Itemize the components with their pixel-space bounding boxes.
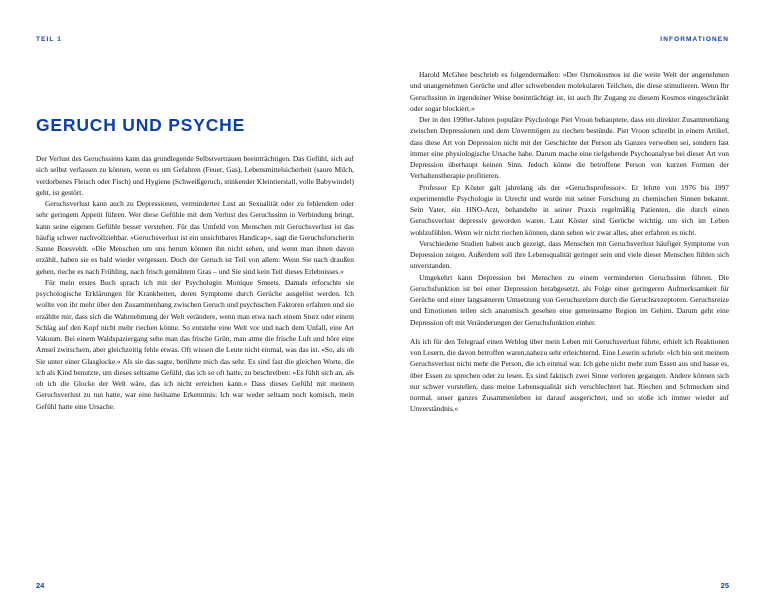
paragraph: Geruchsverlust kann auch zu Depressionen, verminderter Lust an Sexualität oder zu fehlendem oder sehr geringem Appetit führen. Wer diese Gefühle mit dem Verlust des Geruchssinn in Verbindung bringt, kann seine eigenen Gefühle besser verstehen. Für das Umfeld von Menschen mit Geruchsverlust ist das häufig schwer nachvollziehbar. »Geruchsverlust ist ein unsichtbares Handicap«, sagt die Geruchsforscherin Sanne Boesveldt. »Die Menschen um uns herum können ihn nicht sehen, und wenn man ihnen davon erzählt, haben sie es bald wieder vergessen. Doch der Geruch ist Teil von allem: Wenn Sie nach draußen gehen, rieche es nach Frühling, nach frisch gemähtem Gras – und Sie sind kein Teil dieses Erlebnisses.« <box>36 199 354 276</box>
paragraph: Umgekehrt kann Depression bei Menschen zu einem verminderten Geruchssinn führen. Die Geruchsfunktion ist bei einer Depression herabgesetzt, als Folge einer geringeren Aufmerksamkeit für Gerüche und einer langsameren Umsetzung von Geruchsreizen durch die Geruchsrezeptoren. Geruchsreize und Emotionen teilen sich anatomisch gesehen eine gemeinsame Region im Gehirn. Darum geht eine Depression oft mit Veränderungen der Geruchsfunktion einher. <box>410 272 729 327</box>
page-number-left: 24 <box>36 581 45 590</box>
page-number-right: 25 <box>720 581 729 590</box>
page-right <box>382 0 765 612</box>
body-text-left <box>36 153 354 412</box>
paragraph: Harold McGhee beschrieb es folgendermaßen: »Der Osmokosmos ist die weite Welt der angenehmen und unangenehmen Gerüche und aller schwebenden molekularen Teilchen, die diese stimulieren. Wenn Ihr Geruchssinn in irgendeiner Weise beeinträchtigt ist, ist auch Ihr Zugang zu diesem Kosmos eingeschränkt oder sogar blockiert.« <box>410 70 729 113</box>
paragraph: Für mein erstes Buch sprach ich mit der Psychologin Monique Smeets. Damals erforschte sie psychologische Erklärungen für Krankheiten, deren Symptome durch Gerüche ausgelöst werden. Ich wollte von ihr mehr über den Zusammenhang zwischen Geruch und psychischen Faktoren erfahren und sie erzählte mir, dass sich die Wahrnehmung der Welt verändere, wenn man etwa nach einem Sturz oder einem Schlag auf den Kopf nicht mehr riechen könne. So entstehe eine Welt vor und nach dem Unfall, eine Art Vakuum. Bei einem Waldspaziergang sehe man das frische Grün, man atme die frische Luft und höre eine Amsel zwitschern, aber gleichzeitig fehle etwas. Oft wissen die Leute nicht einmal, was das ist. »So, als ob Sie unter einer Glasglocke.« Als sie das sagte, berührte mich das sehr. Es sind fast die gleichen Worte, die ich als Kind benutzte, um dieses seltsame Gefühl, das ich so oft hatte, zu beschreiben: »Es fühlt sich an, als ob ich die Glocke der Welt wäre, das ich nicht erreichen kann.« Dass dieses Gefühl mit meinem Geruchsverlust zu tun hatte, war eine heilsame Erkenntnis: Ich war weder seltsam noch komisch, mein Gefühl hatte eine Ursache. <box>36 277 354 411</box>
page-left <box>0 0 382 612</box>
paragraph: Verschiedene Studien haben auch gezeigt, dass Menschen mit Geruchsverlust häufiger Symptome von Depression zeigen. Außerdem soll ihre Lebensqualität geringer sein und viele dieser Menschen fühlen sich unverstanden. <box>410 238 729 271</box>
page-title: GERUCH UND PSYCHE <box>36 115 246 135</box>
page-gutter <box>382 0 383 612</box>
chapter-title-block <box>36 115 354 135</box>
paragraph: Der Verlust des Geruchssinns kann das grundlegende Selbstvertrauen beeinträchtigen. Das Gefühl, sich auf sich selbst verlassen zu können, wenn es um Gefahren (Feuer, Gas), Lebensmittelsicherheit (saure Milch, verdorbenes Fleisch oder Fisch) und Hygiene (Schweißgeruch, stinkender Kleintierstall, volle Babywindel) geht, ist gestört. <box>36 154 354 197</box>
paragraph: Als ich für den Telegraaf einen Weblog über mein Leben mit Geruchsverlust führte, erhielt ich Reaktionen von Lesern, die davon betroffen waren,nahezu sehr erleichternd. Eine Leserin schrieb: »Ich bin seit meinem Geruchsverlust nicht mehr die Person, die ich einmal war. Ich gehe nicht mehr zum Essen aus und hasse es, über Essen zu sprechen oder zu lesen. Es sind faktisch zwei Sinne verloren gegangen. Andere können sich nur schwer vorstellen, dass meine Lebensqualität sich verschlechtert hat. Riechen und Schmecken sind normal, unser ganzes Zusammenleben ist darauf ausgerichtet, und so stoße ich immer wieder auf Unverständnis.« <box>410 336 729 414</box>
body-text-right <box>410 69 729 415</box>
running-head-right: INFORMATIONEN <box>660 36 729 43</box>
running-head-left: TEIL 1 <box>36 36 62 43</box>
paragraph: Professor Ep Köster galt jahrelang als der »Geruchsprofessor«. Er lehrte von 1976 bis 1997 experimentelle Psychologie in Utrecht und wurde mit seiner Forschung zu chemischen Sinnen bekannt. Sein Vater, ein HNO-Arzt, behandelte in seiner Praxis regelmäßig Patienten, die durch einen Geruchsverlust depressiv geworden waren. Laut Köster sind Gerüche wichtig, um sich im Leben wohlzufühlen. Wenn wir nicht riechen können, dann sehen wir zwar alles, aber erfahren es nicht. <box>410 182 729 237</box>
paragraph: Der in den 1990er-Jahren populäre Psychologe Piet Vroon behauptete, dass ein direkter Zusammenhang zwischen Depressionen und dem Unvermögen zu riechen bestünde. Piet Vroon schreibt in einem Artikel, dass diese Art von Depression nicht mit der Geschichte der Person als Ganzes verwoben sei, sondern fast immer eine physiologische Ursache habe. Darum mache eine tiefgehende Psychoanalyse bei dieser Art von Depression überhaupt keinen Sinn. Jedoch könne die betroffene Person von kurzen Formen der Verhaltenstherapie profitieren. <box>410 115 729 181</box>
